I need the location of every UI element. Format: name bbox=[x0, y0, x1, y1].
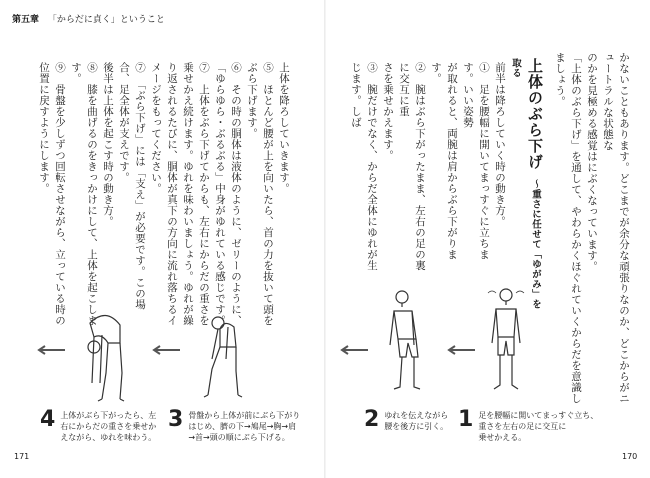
standing-figure bbox=[482, 285, 530, 393]
step-line: 後半は上体を起こす時の動き方。 bbox=[102, 62, 114, 227]
left-arrow-icon bbox=[338, 340, 368, 350]
book-gutter bbox=[324, 0, 326, 478]
caption-number: 2 bbox=[364, 407, 380, 432]
page-number-left: 171 bbox=[14, 452, 30, 461]
caption-number: 1 bbox=[458, 407, 474, 432]
intro-line: のかを見極める感覚はにぶくなっています。 bbox=[586, 52, 598, 272]
chapter-title: 「からだに貞く」ということ bbox=[47, 15, 165, 25]
section-title bbox=[512, 58, 546, 318]
left-arrow-icon bbox=[445, 340, 475, 350]
caption-step-2 bbox=[364, 408, 448, 432]
section-title-main: 上体のぶら下げ bbox=[526, 58, 544, 170]
intro-line: 「上体のぶら下げ」を通して、やわらかくほぐれていくからだを意識しましょう。 bbox=[554, 52, 582, 404]
step-line: ⑦ 「ぶら下げ」には「支え」が必要です。この場合、足全体が支えです。 bbox=[118, 62, 146, 310]
steps-right bbox=[348, 62, 508, 277]
step-line: 前半は降ろしていく時の動き方。 bbox=[494, 62, 506, 227]
step-line: ③ 腕だけでなく、からだ全体にゆれが生じます。しば bbox=[350, 62, 378, 271]
step-line: ぶら下げます。 bbox=[246, 62, 258, 139]
caption-text: 足を腰幅に開いてまっすぐ立ち、 重さを左右の足に交互に 乗せかえる。 bbox=[478, 411, 599, 442]
step-line: ② 腕はぶら下がったまま、左右の足の裏に交互に重 bbox=[398, 62, 426, 271]
caption-number: 4 bbox=[40, 407, 56, 432]
caption-number: 3 bbox=[168, 407, 184, 432]
intro-line: かないこともあります。どこまでが余分な頑張りなのか、どこからがニュートラルな状態な bbox=[602, 52, 630, 404]
chapter-label: 第五章 bbox=[12, 15, 40, 25]
step-line: ① 足を腰幅に開いてまっすぐに立ちます。いい姿勢 bbox=[462, 62, 490, 260]
hanging-forward-figure bbox=[198, 297, 246, 405]
pelvis-back-figure bbox=[382, 285, 430, 393]
caption-text: 骨盤から上体が前にぶら下がり はじめ、臍の下→鳩尾→胸→肩 →首→頭の順にぶら下げる。 bbox=[188, 411, 301, 442]
fully-hanging-figure bbox=[80, 303, 128, 411]
caption-step-4 bbox=[40, 408, 156, 443]
step-line: ⑥ その時の胴体は液体のように、ゼリーのように、「ゆらゆら・ぶるぶる」中身がゆれている感じです。 bbox=[214, 62, 242, 326]
left-arrow-icon bbox=[35, 340, 65, 350]
caption-text: ゆれを伝えながら 腰を後方に引く。 bbox=[384, 411, 449, 431]
caption-text: 上体がぶら下がったら、左 右にからだの重さを乗せか えながら、ゆれを味わう。 bbox=[60, 411, 157, 442]
running-head bbox=[12, 12, 165, 25]
step-line: が取れると、両腕は肩からぶら下がります。 bbox=[430, 62, 458, 260]
caption-step-3 bbox=[168, 408, 300, 443]
left-arrow-icon bbox=[150, 340, 180, 350]
step-line: ⑧ 膝を曲げるのをきっかけにして、上体を起こします。 bbox=[70, 62, 98, 326]
section-title-sub: 〜重さに任せて「ゆがみ」を取る bbox=[510, 58, 541, 310]
steps-left bbox=[30, 62, 292, 327]
caption-step-1 bbox=[458, 408, 598, 443]
step-line: さを乗せかえます。 bbox=[382, 62, 394, 161]
step-line: ⑤ ほとんど腰が上を向いたら、首の力を抜いて頭を bbox=[262, 62, 274, 326]
step-line: ⑨ 骨盤を少しずつ回転させながら、立っている時の位置に戻すようにします。 bbox=[38, 62, 66, 326]
step-line: 上体を降ろしていきます。 bbox=[278, 62, 290, 194]
page-number-right: 170 bbox=[622, 452, 638, 461]
step-line: ⑦ 上体をぶら下げてからも、左右にからだの重さを乗せかえ続けます。ゆれを味わいましょう。ゆれが繰り返されるたびに、胴体が真下の方向に流れ落ちるイメージをもってください。 bbox=[150, 62, 210, 326]
